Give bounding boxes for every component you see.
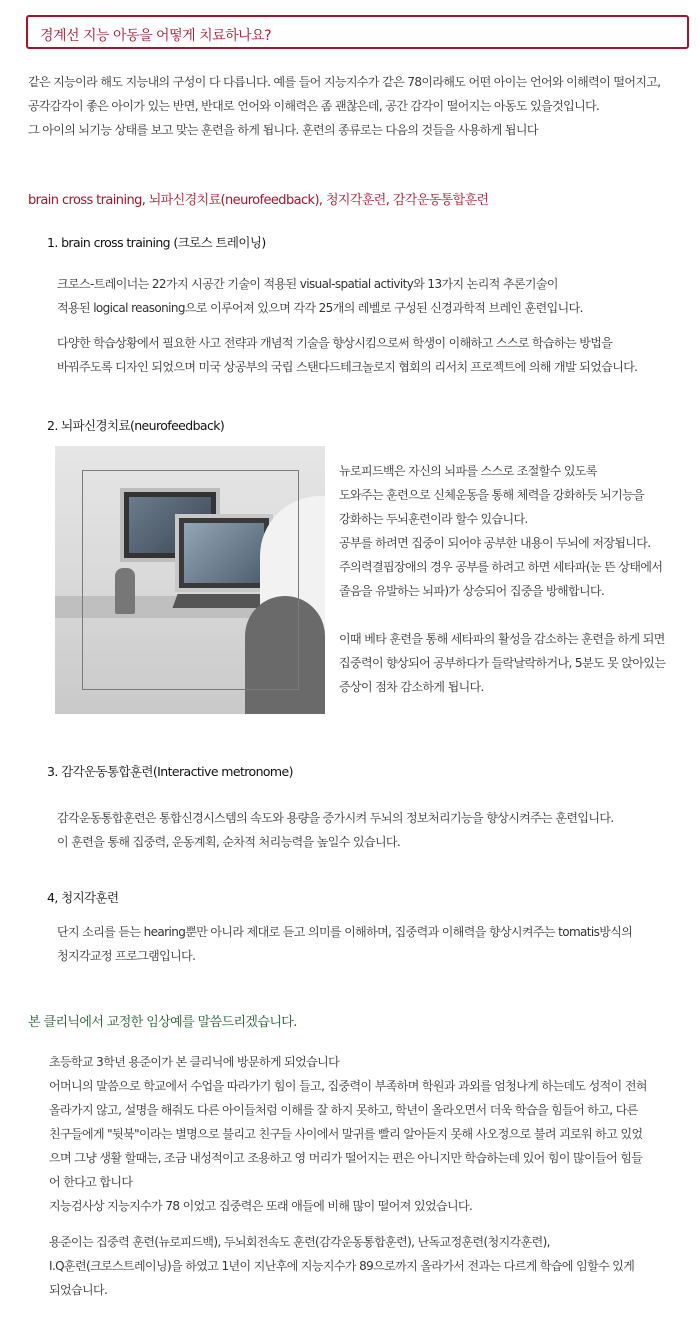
- case-line: 올라가지 않고, 설명을 해줘도 다른 아이들처럼 이해를 잘 하지 못하고, 학년이 올라오면서 더욱 학습을 힘들어 하고, 다른: [49, 1103, 638, 1117]
- neurofeedback-photo: [55, 446, 325, 714]
- nf-line: 도와주는 훈련으로 신체운동을 통해 체력을 강화하듯 뇌기능을: [339, 488, 645, 502]
- nf-paragraph-1: [339, 459, 662, 603]
- nf-line: 집중력이 향상되어 공부하다가 들락날락하거나, 5분도 못 앉아있는: [339, 656, 666, 670]
- aud-line: 단지 소리를 듣는 hearing뿐만 아니라 제대로 듣고 의미를 이해하며, 집중력과 이해력을 향상시켜주는 tomatis방식의: [57, 925, 633, 939]
- item-title-neurofeedback: 2. 뇌파신경치료(neurofeedback): [47, 418, 225, 433]
- nf-line: 공부를 하려면 집중이 되어야 공부한 내용이 두뇌에 저장됩니다.: [339, 536, 651, 550]
- item-title-brain-cross-training: 1. brain cross training (크로스 트레이닝): [47, 235, 266, 250]
- im-line: 이 훈련을 통해 집중력, 운동계획, 순차적 처리능력을 높일수 있습니다.: [57, 835, 401, 849]
- item-title-interactive-metronome: 3. 감각운동통합훈련(Interactive metronome): [47, 764, 293, 779]
- bct-line: 적용된 logical reasoning으로 이루어져 있으며 각각 25개의 레벨로 구성된 신경과학적 브레인 훈련입니다.: [57, 301, 583, 315]
- nf-line: 강화하는 두뇌훈련이라 할수 있습니다.: [339, 512, 528, 526]
- case-line: 용준이는 집중력 훈련(뉴로피드백), 두뇌회전속도 훈련(감각운동통합훈련), 난독교정훈련(청지각훈련),: [49, 1235, 550, 1249]
- case-line: I.Q훈련(크로스트레이닝)을 하였고 1년이 지난후에 지능지수가 89으로까지 올라가서 전과는 다르게 학습에 임할수 있게: [49, 1259, 635, 1273]
- nf-line: 졸음을 유발하는 뇌파)가 상승되어 집중을 방해합니다.: [339, 584, 605, 598]
- case-line: 으며 그냥 생활 할때는, 조금 내성적이고 조용하고 영 머리가 떨어지는 편은 아니지만 학습하는데 있어 힘이 많이들어 힘들: [49, 1151, 643, 1165]
- title-box: [26, 15, 689, 49]
- bct-line: 바꿔주도록 디자인 되었으며 미국 상공부의 국립 스탠다드테크놀로지 협회의 리서치 프로젝트에 의해 개발 되었습니다.: [57, 360, 638, 374]
- case-line: 되었습니다.: [49, 1283, 108, 1297]
- case-line: 친구들에게 "뒷북"이라는 별명으로 불리고 친구들 사이에서 말귀를 빨리 알아듣지 못해 사오정으로 불려 괴로워 하고 있었: [49, 1127, 643, 1141]
- case-line: 어머니의 말씀으로 학교에서 수업을 따라가기 힘이 들고, 집중력이 부족하며 학원과 과외를 엄청나게 하는데도 성적이 전혀: [49, 1079, 647, 1093]
- nf-line: 이때 베타 훈련을 통해 세타파의 활성을 감소하는 훈련을 하게 되면: [339, 632, 665, 646]
- bct-paragraph-1: [57, 272, 583, 320]
- nf-paragraph-2: [339, 627, 665, 699]
- case-line: 어 한다고 합니다: [49, 1175, 133, 1189]
- im-paragraph: [57, 806, 614, 854]
- intro-line: 공각감각이 좋은 아이가 있는 반면, 반대로 언어와 이해력은 좀 괜찮은데, 공간 감각이 떨어지는 아동도 있을것입니다.: [28, 99, 600, 113]
- intro-paragraph: [28, 70, 661, 142]
- bct-paragraph-2: [57, 331, 637, 379]
- nf-line: 뉴로피드백은 자신의 뇌파를 스스로 조절할수 있도록: [339, 464, 597, 478]
- photo-frame: [82, 470, 299, 690]
- case-line: 초등학교 3학년 용준이가 본 클리닉에 방문하게 되었습니다: [49, 1055, 340, 1069]
- intro-line: 같은 지능이라 해도 지능내의 구성이 다 다릅니다. 예를 들어 지능지수가 같은 78이라해도 어떤 아이는 언어와 이해력이 떨어지고,: [28, 75, 661, 89]
- item-title-auditory-training: 4, 청지각훈련: [47, 890, 119, 905]
- case-heading: 본 클리닉에서 교정한 임상예를 말씀드리겠습니다.: [28, 1015, 297, 1030]
- case-line: 지능검사상 지능지수가 78 이었고 집중력은 또래 애들에 비해 많이 떨어져 있었습니다.: [49, 1199, 473, 1213]
- intro-line: 그 아이의 뇌기능 상태를 보고 맞는 훈련을 하게 됩니다. 훈련의 종류로는 다음의 것들을 사용하게 됩니다: [28, 123, 538, 137]
- bct-line: 다양한 학습상황에서 필요한 사고 전략과 개념적 기술을 향상시킴으로써 학생이 이해하고 스스로 학습하는 방법을: [57, 336, 613, 350]
- aud-line: 청지각교정 프로그램입니다.: [57, 949, 196, 963]
- nf-line: 주의력결핍장애의 경우 공부를 하려고 하면 세타파(눈 뜬 상태에서: [339, 560, 663, 574]
- case-paragraph-2: [49, 1230, 634, 1302]
- bct-line: 크로스-트레이너는 22가지 시공간 기술이 적용된 visual-spatial activity와 13가지 논리적 추론기술이: [57, 277, 558, 291]
- case-paragraph-1: [49, 1050, 647, 1218]
- section-heading: brain cross training, 뇌파신경치료(neurofeedback), 청지각훈련, 감각운동통합훈련: [28, 193, 489, 208]
- nf-line: 증상이 점차 감소하게 됩니다.: [339, 680, 484, 694]
- page-title: 경계선 지능 아동을 어떻게 치료하나요?: [40, 28, 272, 44]
- im-line: 감각운동통합훈련은 통합신경시스템의 속도와 용량을 증가시켜 두뇌의 정보처리기능을 향상시켜주는 훈련입니다.: [57, 811, 614, 825]
- aud-paragraph: [57, 920, 632, 968]
